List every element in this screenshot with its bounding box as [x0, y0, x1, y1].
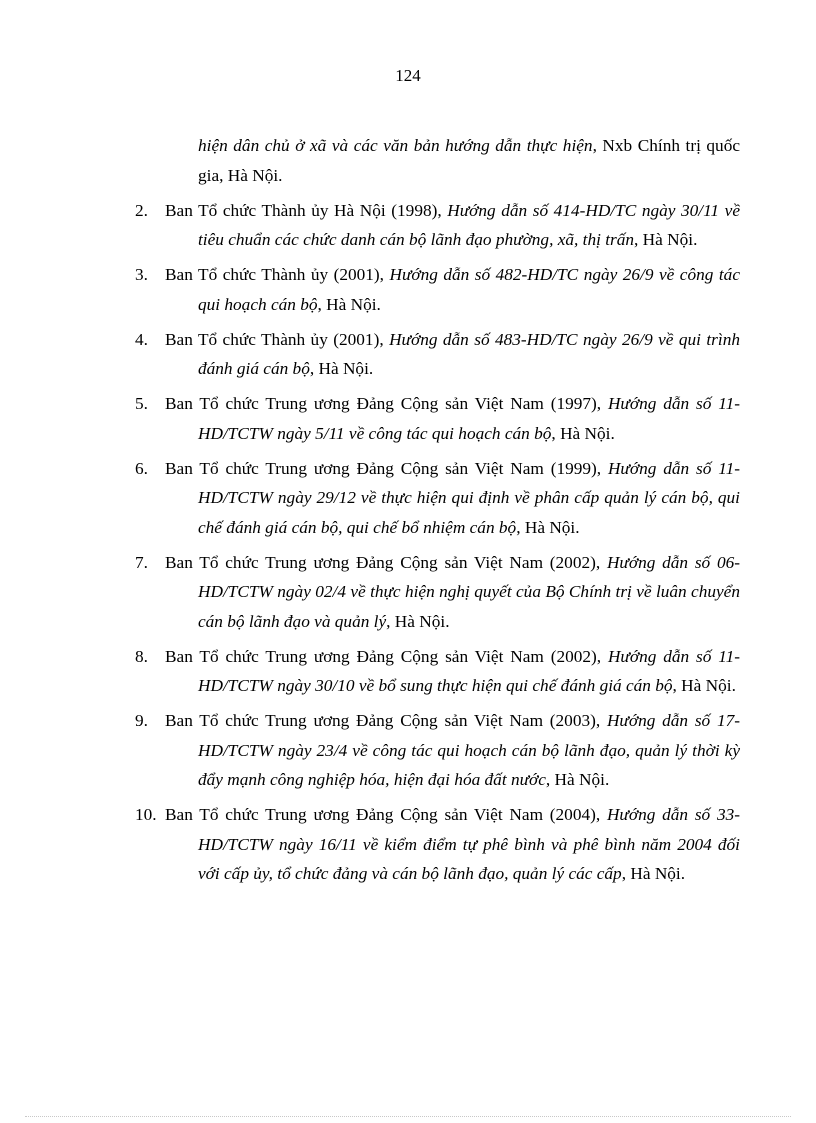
reference-title: Hướng dẫn số 11-HD/TCTW ngày 29/12 về thực hiện qui định về phân cấp quản lý cán bộ, qui chế đánh giá cán bộ, qui chế bổ nhiệm cán bộ [198, 458, 740, 537]
reference-number: 8. [135, 646, 148, 666]
reference-item [135, 196, 740, 255]
reference-tail: , Hà Nội. [672, 676, 736, 695]
reference-title: Hướng dẫn số 06-HD/TCTW ngày 02/4 về thực hiện nghị quyết của Bộ Chính trị về luân chuyển cán bộ lãnh đạo và quản lý [198, 552, 740, 631]
reference-title: Hướng dẫn số 483-HD/TC ngày 26/9 về qui trình đánh giá cán bộ [198, 329, 740, 378]
reference-title: Hướng dẫn số 17-HD/TCTW ngày 23/4 về công tác qui hoạch cán bộ lãnh đạo, quản lý thời kỳ đẩy mạnh công nghiệp hóa, hiện đại hóa đất nước [198, 711, 740, 789]
reference-item [135, 260, 740, 319]
reference-item [135, 706, 740, 795]
reference-author: Ban Tổ chức Trung ương Đảng Cộng sản Việt Nam (2002), [165, 552, 607, 572]
reference-title: Hướng dẫn số 11-HD/TCTW ngày 5/11 về công tác qui hoạch cán bộ [198, 394, 740, 443]
reference-author: Ban Tổ chức Thành ủy Hà Nội (1998), [165, 200, 448, 220]
page-divider [25, 1116, 791, 1117]
reference-title: Hướng dẫn số 482-HD/TC ngày 26/9 về công tác qui hoạch cán bộ [198, 265, 740, 314]
reference-author: Ban Tổ chức Trung ương Đảng Cộng sản Việt Nam (1997), [165, 394, 608, 413]
reference-tail: , Nxb Chính trị quốc gia, Hà Nội. [198, 136, 741, 185]
reference-number: 9. [135, 711, 148, 730]
reference-item [135, 548, 740, 637]
reference-title: hiện dân chủ ở xã và các văn bản hướng dẫn thực hiện [198, 136, 593, 155]
reference-tail: , Hà Nội. [386, 611, 450, 631]
reference-number: 5. [135, 394, 148, 413]
reference-number: 10. [135, 805, 157, 824]
reference-item [135, 454, 740, 543]
reference-tail: , Hà Nội. [317, 294, 381, 314]
reference-number: 4. [135, 329, 148, 349]
page-number: 124 [395, 66, 421, 85]
reference-title: Hướng dẫn số 11-HD/TCTW ngày 30/10 về bổ sung thực hiện qui chế đánh giá cán bộ [198, 646, 740, 695]
reference-author: Ban Tổ chức Trung ương Đảng Cộng sản Việt Nam (1999), [165, 458, 608, 478]
reference-author: Ban Tổ chức Trung ương Đảng Cộng sản Việt Nam (2003), [165, 711, 607, 730]
reference-author: Ban Tổ chức Thành ủy (2001), [165, 329, 390, 349]
reference-author: Ban Tổ chức Trung ương Đảng Cộng sản Việt Nam (2002), [165, 646, 608, 666]
reference-list [135, 131, 740, 894]
reference-item [135, 389, 740, 448]
reference-title: Hướng dẫn số 33-HD/TCTW ngày 16/11 về kiểm điểm tự phê bình và phê bình năm 2004 đối với cấp ủy, tổ chức đảng và cán bộ lãnh đạo, quản lý các cấp [198, 805, 740, 883]
reference-tail: , Hà Nội. [516, 517, 580, 537]
reference-tail: , Hà Nội. [309, 359, 374, 378]
reference-tail: , Hà Nội. [634, 230, 698, 249]
reference-continuation [135, 131, 740, 190]
reference-item [135, 642, 740, 701]
reference-tail: , Hà Nội. [545, 770, 610, 789]
reference-number: 3. [135, 265, 148, 284]
reference-item [135, 325, 740, 384]
reference-tail: , Hà Nội. [621, 864, 686, 883]
reference-number: 2. [135, 200, 148, 220]
reference-author: Ban Tổ chức Trung ương Đảng Cộng sản Việt Nam (2004), [165, 805, 607, 824]
reference-author: Ban Tổ chức Thành ủy (2001), [165, 265, 390, 284]
reference-number: 7. [135, 552, 148, 572]
reference-number: 6. [135, 458, 148, 478]
reference-item [135, 800, 740, 889]
reference-tail: , Hà Nội. [551, 423, 615, 443]
reference-title: Hướng dẫn số 414-HD/TC ngày 30/11 về tiêu chuẩn các chức danh cán bộ lãnh đạo phường, xã, thị trấn [198, 200, 740, 249]
